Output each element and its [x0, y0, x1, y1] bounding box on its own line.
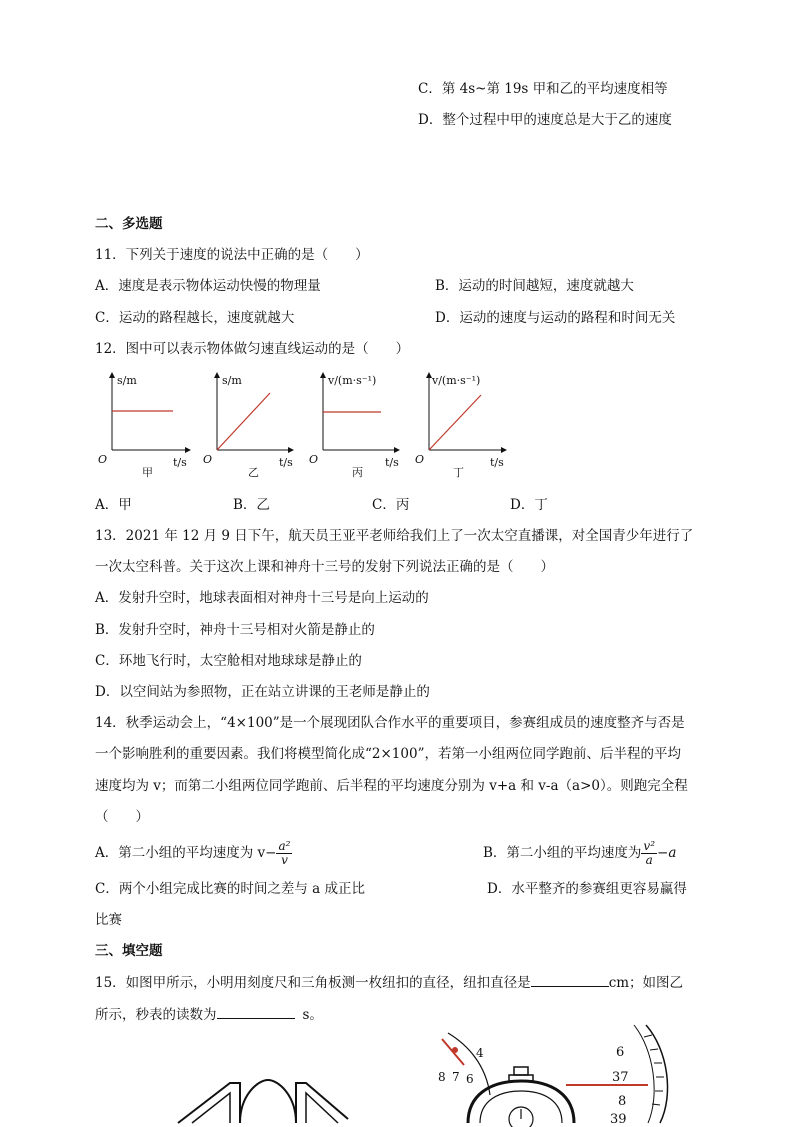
- graph-yi-caption: 乙: [248, 466, 259, 479]
- graph-bing-caption: 丙: [352, 466, 363, 479]
- q11-option-c: C．运动的路程越长，速度就越大: [95, 310, 295, 326]
- q14-option-d-line2: 比赛: [95, 912, 122, 928]
- q10-option-c: C．第 4s~第 19s 甲和乙的平均速度相等: [418, 81, 668, 97]
- q10-option-d: D．整个过程中甲的速度总是大于乙的速度: [418, 112, 672, 128]
- small-dial-6: 6: [466, 1072, 474, 1086]
- q11-option-d: D．运动的速度与运动的路程和时间无关: [435, 310, 676, 326]
- q13-option-a: A．发射升空时，地球表面相对神舟十三号是向上运动的: [95, 590, 429, 606]
- q14-option-b-numerator: v²: [643, 839, 656, 853]
- stopwatch-figure: [428, 1025, 678, 1127]
- q13-option-b: B．发射升空时，神舟十三号相对火箭是静止的: [95, 622, 375, 638]
- q15-line2-text: 所示，秒表的读数为: [95, 1007, 217, 1023]
- graph-ding-ylabel: v/(m·s⁻¹): [432, 374, 481, 387]
- small-dial-8: 8: [438, 1070, 446, 1084]
- graph-jia-xlabel: t/s: [173, 456, 187, 469]
- q14-option-a-denominator: v: [281, 853, 288, 867]
- q14-option-b-fraction: [641, 840, 657, 867]
- q15-line1: [95, 973, 683, 992]
- graph-jia-origin: O: [98, 453, 108, 466]
- q13-option-c: C．环地飞行时，太空舱相对地球球是静止的: [95, 653, 362, 669]
- graph-ding-xlabel: t/s: [490, 456, 504, 469]
- graph-bing-ylabel: v/(m·s⁻¹): [328, 374, 377, 387]
- q14-option-b-denominator: a: [645, 853, 653, 867]
- q14-option-a: [95, 836, 292, 870]
- q12-option-b: B．乙: [233, 497, 270, 513]
- q15-line1-unit: cm；如图乙: [608, 975, 684, 991]
- graph-ding-caption: 丁: [453, 466, 464, 479]
- q14-option-b-suffix: −a: [657, 845, 677, 861]
- q14-option-a-prefix: A．第二小组的平均速度为 v−: [95, 845, 277, 861]
- q14-stem-line4: （ ）: [95, 809, 149, 825]
- graph-bing-origin: O: [309, 453, 319, 466]
- q15-line2-unit: s。: [302, 1007, 323, 1023]
- ruler-triangle-figure: [178, 1075, 348, 1123]
- big-dial-8: 8: [618, 1094, 627, 1109]
- q14-option-d-line1: D．水平整齐的参赛组更容易赢得: [487, 881, 687, 897]
- graph-ding-origin: O: [415, 453, 425, 466]
- q13-option-d: D．以空间站为参照物，正在站立讲课的王老师是静止的: [95, 684, 430, 700]
- graph-jia-caption: 甲: [142, 466, 153, 479]
- big-dial-39: 39: [610, 1112, 627, 1127]
- q14-option-b: [483, 836, 676, 870]
- small-dial-4: 4: [476, 1046, 484, 1060]
- q14-option-a-numerator: a²: [278, 839, 291, 853]
- big-dial-37: 37: [612, 1070, 629, 1085]
- graph-bing: [308, 370, 408, 480]
- q11-option-a: A．速度是表示物体运动快慢的物理量: [95, 278, 321, 294]
- small-dial-7: 7: [452, 1070, 460, 1084]
- q12-option-d: D．丁: [510, 497, 548, 513]
- q12-stem: 12．图中可以表示物体做匀速直线运动的是（ ）: [95, 341, 410, 357]
- section-title-multiple-choice: 二、多选题: [95, 216, 163, 232]
- q14-option-b-prefix: B．第二小组的平均速度为: [483, 845, 642, 861]
- graph-yi-ylabel: s/m: [222, 374, 242, 387]
- q11-option-b: B．运动的时间越短，速度就越大: [435, 278, 634, 294]
- graph-yi-xlabel: t/s: [279, 456, 293, 469]
- q12-option-c: C．丙: [372, 497, 410, 513]
- graph-jia: [95, 370, 195, 480]
- big-dial-6: 6: [616, 1045, 625, 1060]
- graph-yi-origin: O: [203, 453, 213, 466]
- q13-stem-line1: 13．2021 年 12 月 9 日下午，航天员王亚平老师给我们上了一次太空直播课，对全国青少年进行了: [95, 528, 694, 544]
- q15-stopwatch-blank[interactable]: [217, 1005, 295, 1019]
- q12-option-a: A．甲: [95, 497, 132, 513]
- q15-line1-text: 15．如图甲所示，小明用刻度尺和三角板测一枚纽扣的直径，纽扣直径是: [95, 975, 531, 991]
- q15-line2: [95, 1005, 323, 1024]
- graph-ding: [415, 370, 515, 480]
- q15-diameter-blank[interactable]: [531, 973, 609, 987]
- graph-bing-xlabel: t/s: [385, 456, 399, 469]
- q14-stem-line3: 速度均为 v；而第二小组两位同学跑前、后半程的平均速度分别为 v+a 和 v-a（a>0）。则跑完全程: [95, 778, 688, 794]
- section-title-fill-in: 三、填空题: [95, 943, 163, 959]
- q14-option-a-fraction: [276, 840, 292, 867]
- q13-stem-line2: 一次太空科普。关于这次上课和神舟十三号的发射下列说法正确的是（ ）: [95, 559, 554, 575]
- q14-stem-line1: 14．秋季运动会上，“4×100”是一个展现团队合作水平的重要项目，参赛组成员的速度整齐与否是: [95, 715, 685, 731]
- graph-yi: [202, 370, 302, 480]
- graph-jia-ylabel: s/m: [117, 374, 137, 387]
- q14-stem-line2: 一个影响胜利的重要因素。我们将模型简化成“2×100”，若第一小组两位同学跑前、后半程的平均: [95, 746, 681, 762]
- q11-stem: 11．下列关于速度的说法中正确的是（ ）: [95, 247, 369, 263]
- q14-option-c: C．两个小组完成比赛的时间之差与 a 成正比: [95, 881, 365, 897]
